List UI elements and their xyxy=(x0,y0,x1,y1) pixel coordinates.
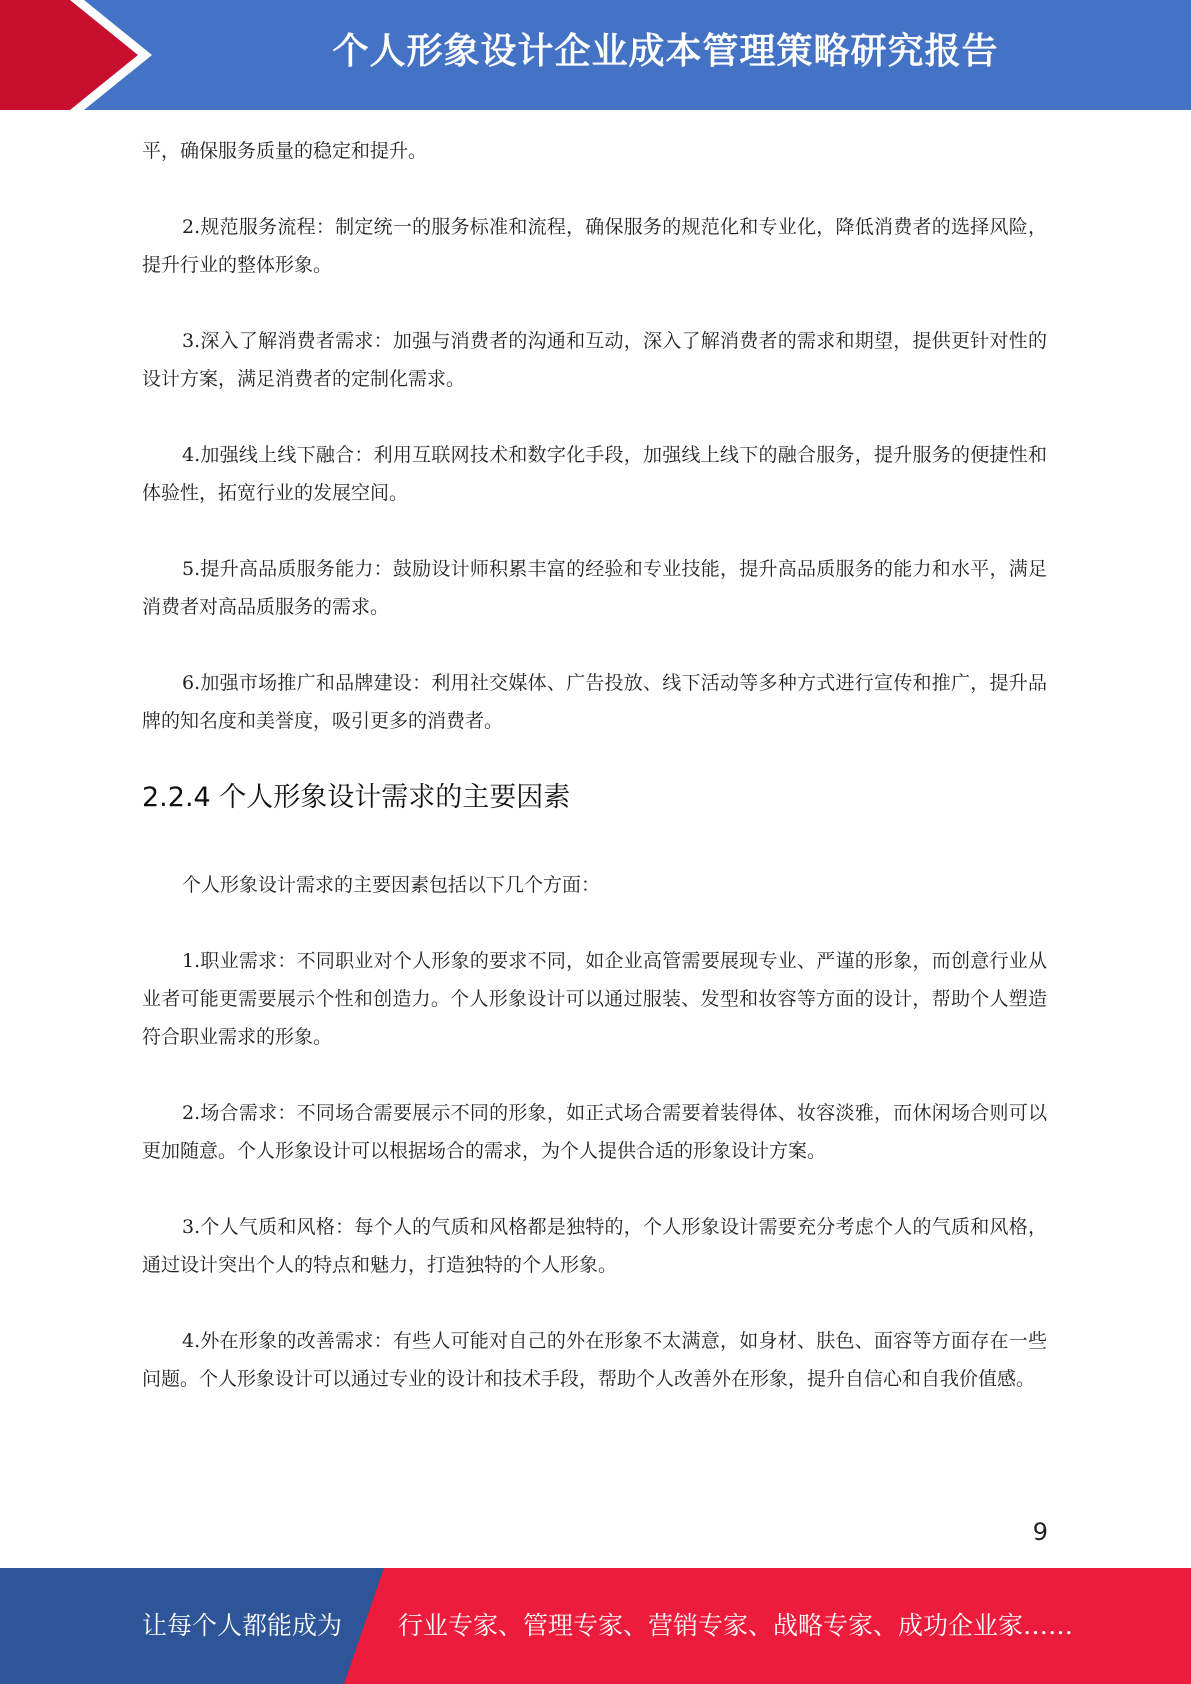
paragraph-item-4: 4.加强线上线下融合：利用互联网技术和数字化手段，加强线上线下的融合服务，提升服务的便捷性和体验性，拓宽行业的发展空间。 xyxy=(142,444,1047,504)
document-body xyxy=(142,132,1047,1436)
paragraph-item-2: 2.规范服务流程：制定统一的服务标准和流程，确保服务的规范化和专业化，降低消费者的选择风险，提升行业的整体形象。 xyxy=(142,216,1047,276)
paragraph-intro: 个人形象设计需求的主要因素包括以下几个方面： xyxy=(182,874,601,896)
paragraph-continuation: 平，确保服务质量的稳定和提升。 xyxy=(142,140,428,162)
footer-slogan-right: 行业专家、管理专家、营销专家、战略专家、成功企业家…… xyxy=(398,1611,1074,1640)
page-number: 9 xyxy=(1032,1518,1048,1546)
header-title: 个人形象设计企业成本管理策略研究报告 xyxy=(332,31,999,72)
paragraph-factor-1: 1.职业需求：不同职业对个人形象的要求不同，如企业高管需要展现专业、严谨的形象，而创意行业从业者可能更需要展示个性和创造力。个人形象设计可以通过服装、发型和妆容等方面的设计，帮助个人塑造符合职业需求的形象。 xyxy=(142,950,1047,1048)
paragraph-factor-2: 2.场合需求：不同场合需要展示不同的形象，如正式场合需要着装得体、妆容淡雅，而休闲场合则可以更加随意。个人形象设计可以根据场合的需求，为个人提供合适的形象设计方案。 xyxy=(142,1102,1047,1162)
paragraph-factor-3: 3.个人气质和风格：每个人的气质和风格都是独特的，个人形象设计需要充分考虑个人的气质和风格，通过设计突出个人的特点和魅力，打造独特的个人形象。 xyxy=(142,1216,1047,1276)
paragraph-factor-4: 4.外在形象的改善需求：有些人可能对自己的外在形象不太满意，如身材、肤色、面容等方面存在一些问题。个人形象设计可以通过专业的设计和技术手段，帮助个人改善外在形象，提升自信心和自我价值感。 xyxy=(142,1330,1047,1390)
header-arrow-decoration xyxy=(0,0,160,110)
page-footer xyxy=(0,1568,1191,1684)
section-heading: 2.2.4 个人形象设计需求的主要因素 xyxy=(142,782,571,813)
page-header xyxy=(0,0,1191,110)
paragraph-item-3: 3.深入了解消费者需求：加强与消费者的沟通和互动，深入了解消费者的需求和期望，提供更针对性的设计方案，满足消费者的定制化需求。 xyxy=(142,330,1047,390)
paragraph-item-6: 6.加强市场推广和品牌建设：利用社交媒体、广告投放、线下活动等多种方式进行宣传和推广，提升品牌的知名度和美誉度，吸引更多的消费者。 xyxy=(142,672,1047,732)
paragraph-item-5: 5.提升高品质服务能力：鼓励设计师积累丰富的经验和专业技能，提升高品质服务的能力和水平，满足消费者对高品质服务的需求。 xyxy=(142,558,1047,618)
footer-slogan-left: 让每个人都能成为 xyxy=(142,1611,343,1640)
